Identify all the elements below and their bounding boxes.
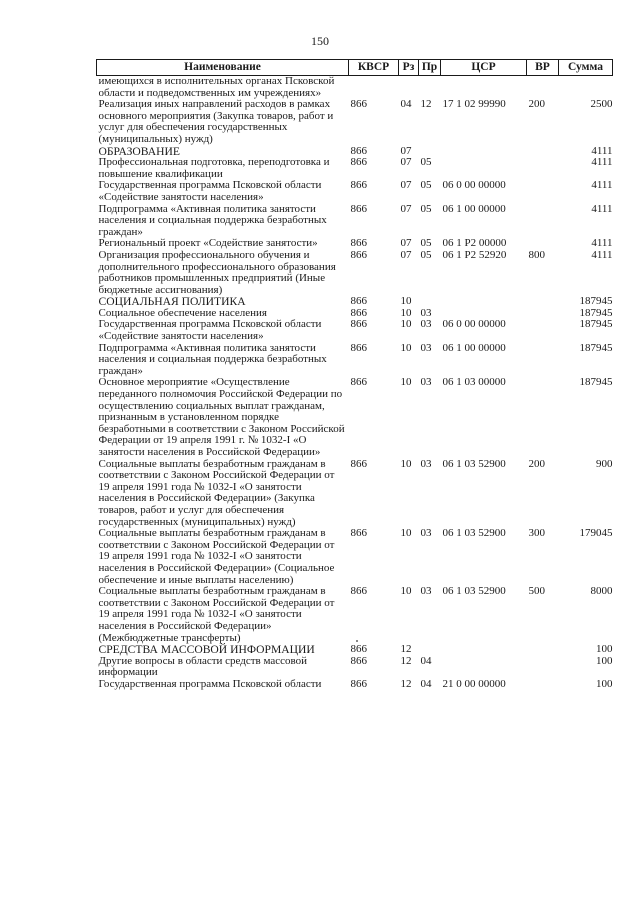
row-rz: 10 xyxy=(400,306,412,319)
table-row xyxy=(97,644,613,656)
row-vr xyxy=(527,656,559,679)
row-csr: 06 0 00 00000 xyxy=(442,179,506,192)
row-rz: 07 xyxy=(400,237,412,250)
row-csr xyxy=(441,296,527,308)
row-kvsr: 866 xyxy=(350,318,367,331)
row-csr xyxy=(441,656,527,679)
row-vr: 500 xyxy=(528,585,545,598)
table-row xyxy=(97,377,613,458)
row-kvsr: 866 xyxy=(350,295,367,308)
row-sum: 187945 xyxy=(579,306,613,319)
header-kvsr: КВСР xyxy=(349,60,399,76)
row-csr xyxy=(441,157,527,180)
row-sum: 187945 xyxy=(579,318,613,331)
row-name: Основное мероприятие «Осуществление переданного полномочия Российской Федерации по осуществлению социальных выплат гражданам, признанным в установленном порядке безработными в соответствии с Законом Российской Федерации от 19 апреля 1991 г. № 1032-I «О занятости населения в Российской Федерации» xyxy=(98,376,345,458)
row-pr: 03 xyxy=(420,527,432,540)
row-csr: 06 1 03 52900 xyxy=(442,585,506,598)
row-sum xyxy=(559,76,613,100)
row-rz: 10 xyxy=(400,295,412,308)
row-sum: 100 xyxy=(596,643,613,656)
row-csr: 06 1 03 52900 xyxy=(442,527,506,540)
row-rz: 12 xyxy=(400,677,412,690)
row-pr: 12 xyxy=(420,98,432,111)
row-vr xyxy=(527,146,559,158)
row-rz: 07 xyxy=(400,248,412,261)
row-rz: 04 xyxy=(400,98,412,111)
row-kvsr: 866 xyxy=(350,306,367,319)
row-name: Реализация иных направлений расходов в рамках основного мероприятия (Закупка товаров, работ и услуг для обеспечения государственных (муниципальных) нужд) xyxy=(98,98,334,145)
row-name: Социальные выплаты безработным гражданам в соответствии с Законом Российской Федерации от 19 апреля 1991 года № 1032-I «О занятости населения в Российской Федерации» (Социальное обеспечение и иные выплаты населению) xyxy=(98,527,335,586)
row-sum: 4111 xyxy=(591,248,613,261)
row-sum: 100 xyxy=(596,677,613,690)
row-kvsr: 866 xyxy=(350,341,367,354)
row-kvsr xyxy=(349,76,399,100)
scan-speck xyxy=(356,640,358,642)
row-kvsr: 866 xyxy=(350,376,367,389)
table-row xyxy=(97,250,613,296)
row-rz: 10 xyxy=(400,376,412,389)
row-vr xyxy=(527,377,559,458)
row-kvsr: 866 xyxy=(350,643,367,656)
row-pr: 03 xyxy=(420,376,432,389)
table-header-row xyxy=(97,60,613,76)
row-sum: 100 xyxy=(596,654,613,667)
row-pr: 05 xyxy=(420,237,432,250)
row-sum: 4111 xyxy=(591,144,613,157)
row-sum: 4111 xyxy=(591,202,613,215)
table-row xyxy=(97,656,613,679)
row-rz: 07 xyxy=(400,179,412,192)
row-name: Организация профессионального обучения и дополнительного профессионального образования работников промышленных предприятий (Иные бюджетные ассигнования) xyxy=(98,248,336,296)
row-pr xyxy=(419,644,441,656)
row-kvsr: 866 xyxy=(350,654,367,667)
table-row xyxy=(97,76,613,100)
row-csr: 06 0 00 00000 xyxy=(442,318,506,331)
row-rz: 10 xyxy=(400,527,412,540)
header-csr: ЦСР xyxy=(441,60,527,76)
row-pr: 03 xyxy=(420,306,432,319)
row-csr xyxy=(441,146,527,158)
row-vr: 200 xyxy=(528,457,545,470)
row-name: Профессиональная подготовка, переподготовка и повышение квалификации xyxy=(98,156,330,180)
row-csr xyxy=(441,76,527,100)
row-name: Государственная программа Псковской области «Содействие занятости населения» xyxy=(98,179,322,203)
table-row xyxy=(97,459,613,529)
page-number: 150 xyxy=(311,34,329,48)
row-name: Другие вопросы в области средств массовой информации xyxy=(98,654,308,679)
table-row xyxy=(97,679,613,691)
row-name: Социальные выплаты безработным гражданам в соответствии с Законом Российской Федерации от 19 апреля 1991 года № 1032-I «О занятости населения в Российской Федерации» (Закупка товаров, работ и услуг для обеспечения государственных (муниципальных) нужд) xyxy=(98,457,335,528)
row-csr: 06 1 03 52900 xyxy=(442,457,506,470)
row-kvsr: 866 xyxy=(350,179,367,192)
row-csr: 17 1 02 99990 xyxy=(442,98,506,111)
row-name: СОЦИАЛЬНАЯ ПОЛИТИКА xyxy=(98,295,246,309)
row-sum: 900 xyxy=(596,457,613,470)
row-sum: 4111 xyxy=(591,237,613,250)
row-rz: 10 xyxy=(400,457,412,470)
row-sum: 187945 xyxy=(579,376,613,389)
row-kvsr: 866 xyxy=(350,527,367,540)
row-sum: 187945 xyxy=(579,341,613,354)
table-row xyxy=(97,343,613,378)
row-vr: 200 xyxy=(528,98,545,111)
row-vr xyxy=(527,296,559,308)
row-rz: 10 xyxy=(400,318,412,331)
row-kvsr: 866 xyxy=(350,677,367,690)
row-csr: 06 1 00 00000 xyxy=(442,202,506,215)
row-sum: 179045 xyxy=(579,527,613,540)
row-rz: 12 xyxy=(400,643,412,656)
table-row xyxy=(97,586,613,644)
row-name: Государственная программа Псковской области xyxy=(98,677,322,690)
table-row xyxy=(97,99,613,145)
row-pr xyxy=(419,76,441,100)
row-rz: 07 xyxy=(400,156,412,169)
row-csr: 06 1 00 00000 xyxy=(442,341,506,354)
row-vr: 300 xyxy=(528,527,545,540)
row-rz: 07 xyxy=(400,202,412,215)
header-pr: Пр xyxy=(419,60,441,76)
row-rz: 10 xyxy=(400,341,412,354)
row-kvsr: 866 xyxy=(350,144,367,157)
header-rz: Рз xyxy=(399,60,419,76)
row-name: Подпрограмма «Активная политика занятости населения и социальная поддержка безработных граждан» xyxy=(98,202,327,238)
row-rz: 12 xyxy=(400,654,412,667)
row-pr: 04 xyxy=(420,654,432,667)
row-vr xyxy=(527,157,559,180)
row-csr: 21 0 00 00000 xyxy=(442,677,506,690)
row-rz: 10 xyxy=(400,585,412,598)
header-vr: ВР xyxy=(527,60,559,76)
row-kvsr: 866 xyxy=(350,202,367,215)
table-row xyxy=(97,319,613,342)
row-csr: 06 1 P2 00000 xyxy=(442,237,507,250)
row-pr: 05 xyxy=(420,202,432,215)
row-pr: 03 xyxy=(420,341,432,354)
row-name: имеющихся в исполнительных органах Псковской области и подведомственных им учреждениях» xyxy=(98,75,335,99)
row-vr xyxy=(527,343,559,378)
row-name: СРЕДСТВА МАССОВОЙ ИНФОРМАЦИИ xyxy=(98,643,315,657)
row-vr xyxy=(527,644,559,656)
header-sum: Сумма xyxy=(559,60,613,76)
row-kvsr: 866 xyxy=(350,585,367,598)
row-vr xyxy=(527,319,559,342)
row-kvsr: 866 xyxy=(350,156,367,169)
row-pr: 05 xyxy=(420,156,432,169)
header-name: Наименование xyxy=(97,60,349,76)
row-pr: 04 xyxy=(420,677,432,690)
table-row xyxy=(97,204,613,239)
table-row xyxy=(97,157,613,180)
row-csr xyxy=(441,644,527,656)
row-rz xyxy=(399,76,419,100)
row-sum: 4111 xyxy=(591,156,613,169)
table-row xyxy=(97,180,613,203)
row-kvsr: 866 xyxy=(350,237,367,250)
row-pr: 03 xyxy=(420,318,432,331)
row-name: Подпрограмма «Активная политика занятости населения и социальная поддержка безработных граждан» xyxy=(98,341,327,377)
budget-table xyxy=(96,59,613,690)
row-pr: 03 xyxy=(420,457,432,470)
row-name: Социальные выплаты безработным гражданам в соответствии с Законом Российской Федерации от 19 апреля 1991 года № 1032-I «О занятости населения в Российской Федерации» (Межбюджетные трансферты) xyxy=(98,585,335,644)
row-vr xyxy=(527,204,559,239)
row-pr: 03 xyxy=(420,585,432,598)
row-kvsr: 866 xyxy=(350,98,367,111)
row-vr: 800 xyxy=(528,248,545,261)
row-name: Государственная программа Псковской области «Содействие занятости населения» xyxy=(98,318,322,343)
table-row xyxy=(97,528,613,586)
row-vr xyxy=(527,308,559,320)
row-sum: 4111 xyxy=(591,179,613,192)
row-vr xyxy=(527,180,559,203)
row-name: Региональный проект «Содействие занятости» xyxy=(98,237,318,250)
row-kvsr: 866 xyxy=(350,248,367,261)
row-name: Социальное обеспечение населения xyxy=(98,306,267,319)
row-pr: 05 xyxy=(420,179,432,192)
row-vr xyxy=(527,76,559,100)
row-sum: 2500 xyxy=(590,98,613,111)
row-sum: 8000 xyxy=(590,585,613,598)
row-rz: 07 xyxy=(400,144,412,157)
row-csr: 06 1 P2 52920 xyxy=(442,248,507,261)
row-pr: 05 xyxy=(420,248,432,261)
row-csr: 06 1 03 00000 xyxy=(442,376,506,389)
row-sum: 187945 xyxy=(579,295,613,308)
row-kvsr: 866 xyxy=(350,457,367,470)
row-name: ОБРАЗОВАНИЕ xyxy=(98,144,180,158)
row-vr xyxy=(527,679,559,691)
